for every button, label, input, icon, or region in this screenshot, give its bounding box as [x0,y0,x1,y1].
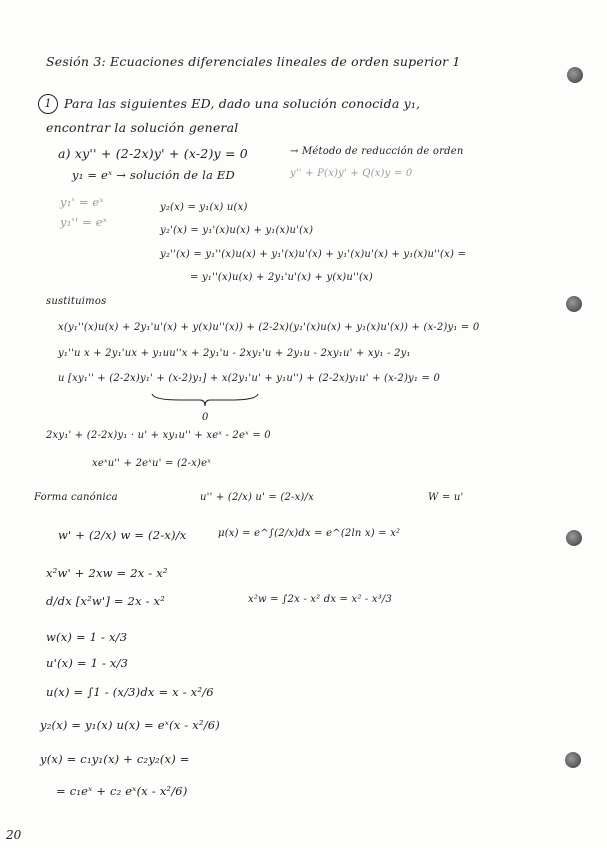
y2-definition: y₂(x) = y₁(x) u(x) [160,202,248,213]
page-number: 20 [6,828,22,842]
general-solution-a: y(x) = c₁y₁(x) + c₂y₂(x) = [40,752,190,766]
substitution-label: sustituimos [46,296,107,307]
part-a-method: → Método de reducción de orden [290,146,464,157]
binder-hole-top [567,67,583,83]
substitution-line-3: u [xy₁'' + (2-2x)y₁' + (x-2)y₁] + x(2y₁'u' + y₁u'') + (2-2x)y₁u' + (x-2)y₁ = 0 [58,373,441,384]
standard-form: y'' + P(x)y' + Q(x)y = 0 [290,168,413,179]
problem-number-badge: 1 [38,94,58,114]
general-solution-b: = c₁eˣ + c₂ eˣ(x - x²/6) [56,784,188,798]
integrated-w: x²w = ∫2x - x² dx = x² - x³/3 [248,594,393,605]
part-a-known-solution: y₁ = eˣ → solución de la ED [72,168,235,182]
binder-hole-lower [566,530,582,546]
problem-statement-line2: encontrar la solución general [46,120,239,135]
canonical-form-equation: u'' + (2/x) u' = (2-x)/x [200,492,314,503]
binder-hole-middle [566,296,582,312]
y2-second-derivative-a: y₂''(x) = y₁''(x)u(x) + y₁'(x)u'(x) + y₁'(x)u'(x) + y₁(x)u''(x) = [160,249,467,260]
substitution-line-2: y₁''u x + 2y₁'ux + y₁uu''x + 2y₁'u - 2xy₁'u + 2y₁u - 2xy₁u' + xy₁ - 2y₁ [58,348,411,359]
y1-second-derivative: y₁'' = eˣ [60,215,108,229]
underbrace [150,392,260,408]
y2-first-derivative: y₂'(x) = y₁'(x)u(x) + y₁(x)u'(x) [160,225,314,236]
y2-second-derivative-b: = y₁''(x)u(x) + 2y₁'u'(x) + y(x)u''(x) [190,272,373,283]
y1-first-derivative: y₁' = eˣ [60,195,104,209]
binder-hole-bottom [565,752,581,768]
problem-statement-line1: Para las siguientes ED, dado una solución conocida y₁, [64,96,421,111]
canonical-form-label: Forma canónica [34,492,118,503]
multiplied-equation: x²w' + 2xw = 2x - x² [46,566,168,580]
substitution-line-5: xeˣu'' + 2eˣu' = (2-x)eˣ [92,458,211,469]
substitution-w: W = u' [428,492,464,503]
page-title: Sesión 3: Ecuaciones diferenciales lineales de orden superior 1 [46,54,461,69]
y2-result: y₂(x) = y₁(x) u(x) = eˣ(x - x²/6) [40,718,220,732]
substitution-line-4: 2xy₁' + (2-2x)y₁ · u' + xy₁u'' + xeˣ - 2eˣ = 0 [46,430,271,441]
u-solution: u(x) = ∫1 - (x/3)dx = x - x²/6 [46,685,214,699]
u-prime-solution: u'(x) = 1 - x/3 [46,656,129,670]
substitution-line-1: x(y₁''(x)u(x) + 2y₁'u'(x) + y(x)u''(x)) + (2-2x)(y₁'(x)u(x) + y₁(x)u'(x)) + (x-2)y₁ = 0 [58,322,480,333]
integrating-factor: μ(x) = e^∫(2/x)dx = e^(2ln x) = x² [218,528,401,539]
w-linear-equation: w' + (2/x) w = (2-x)/x [58,528,187,542]
w-solution: w(x) = 1 - x/3 [46,630,128,644]
brace-zero-label: 0 [202,412,209,423]
part-a-equation: a) xy'' + (2-2x)y' + (x-2)y = 0 [58,146,248,161]
derivative-form: d/dx [x²w'] = 2x - x² [46,594,166,608]
